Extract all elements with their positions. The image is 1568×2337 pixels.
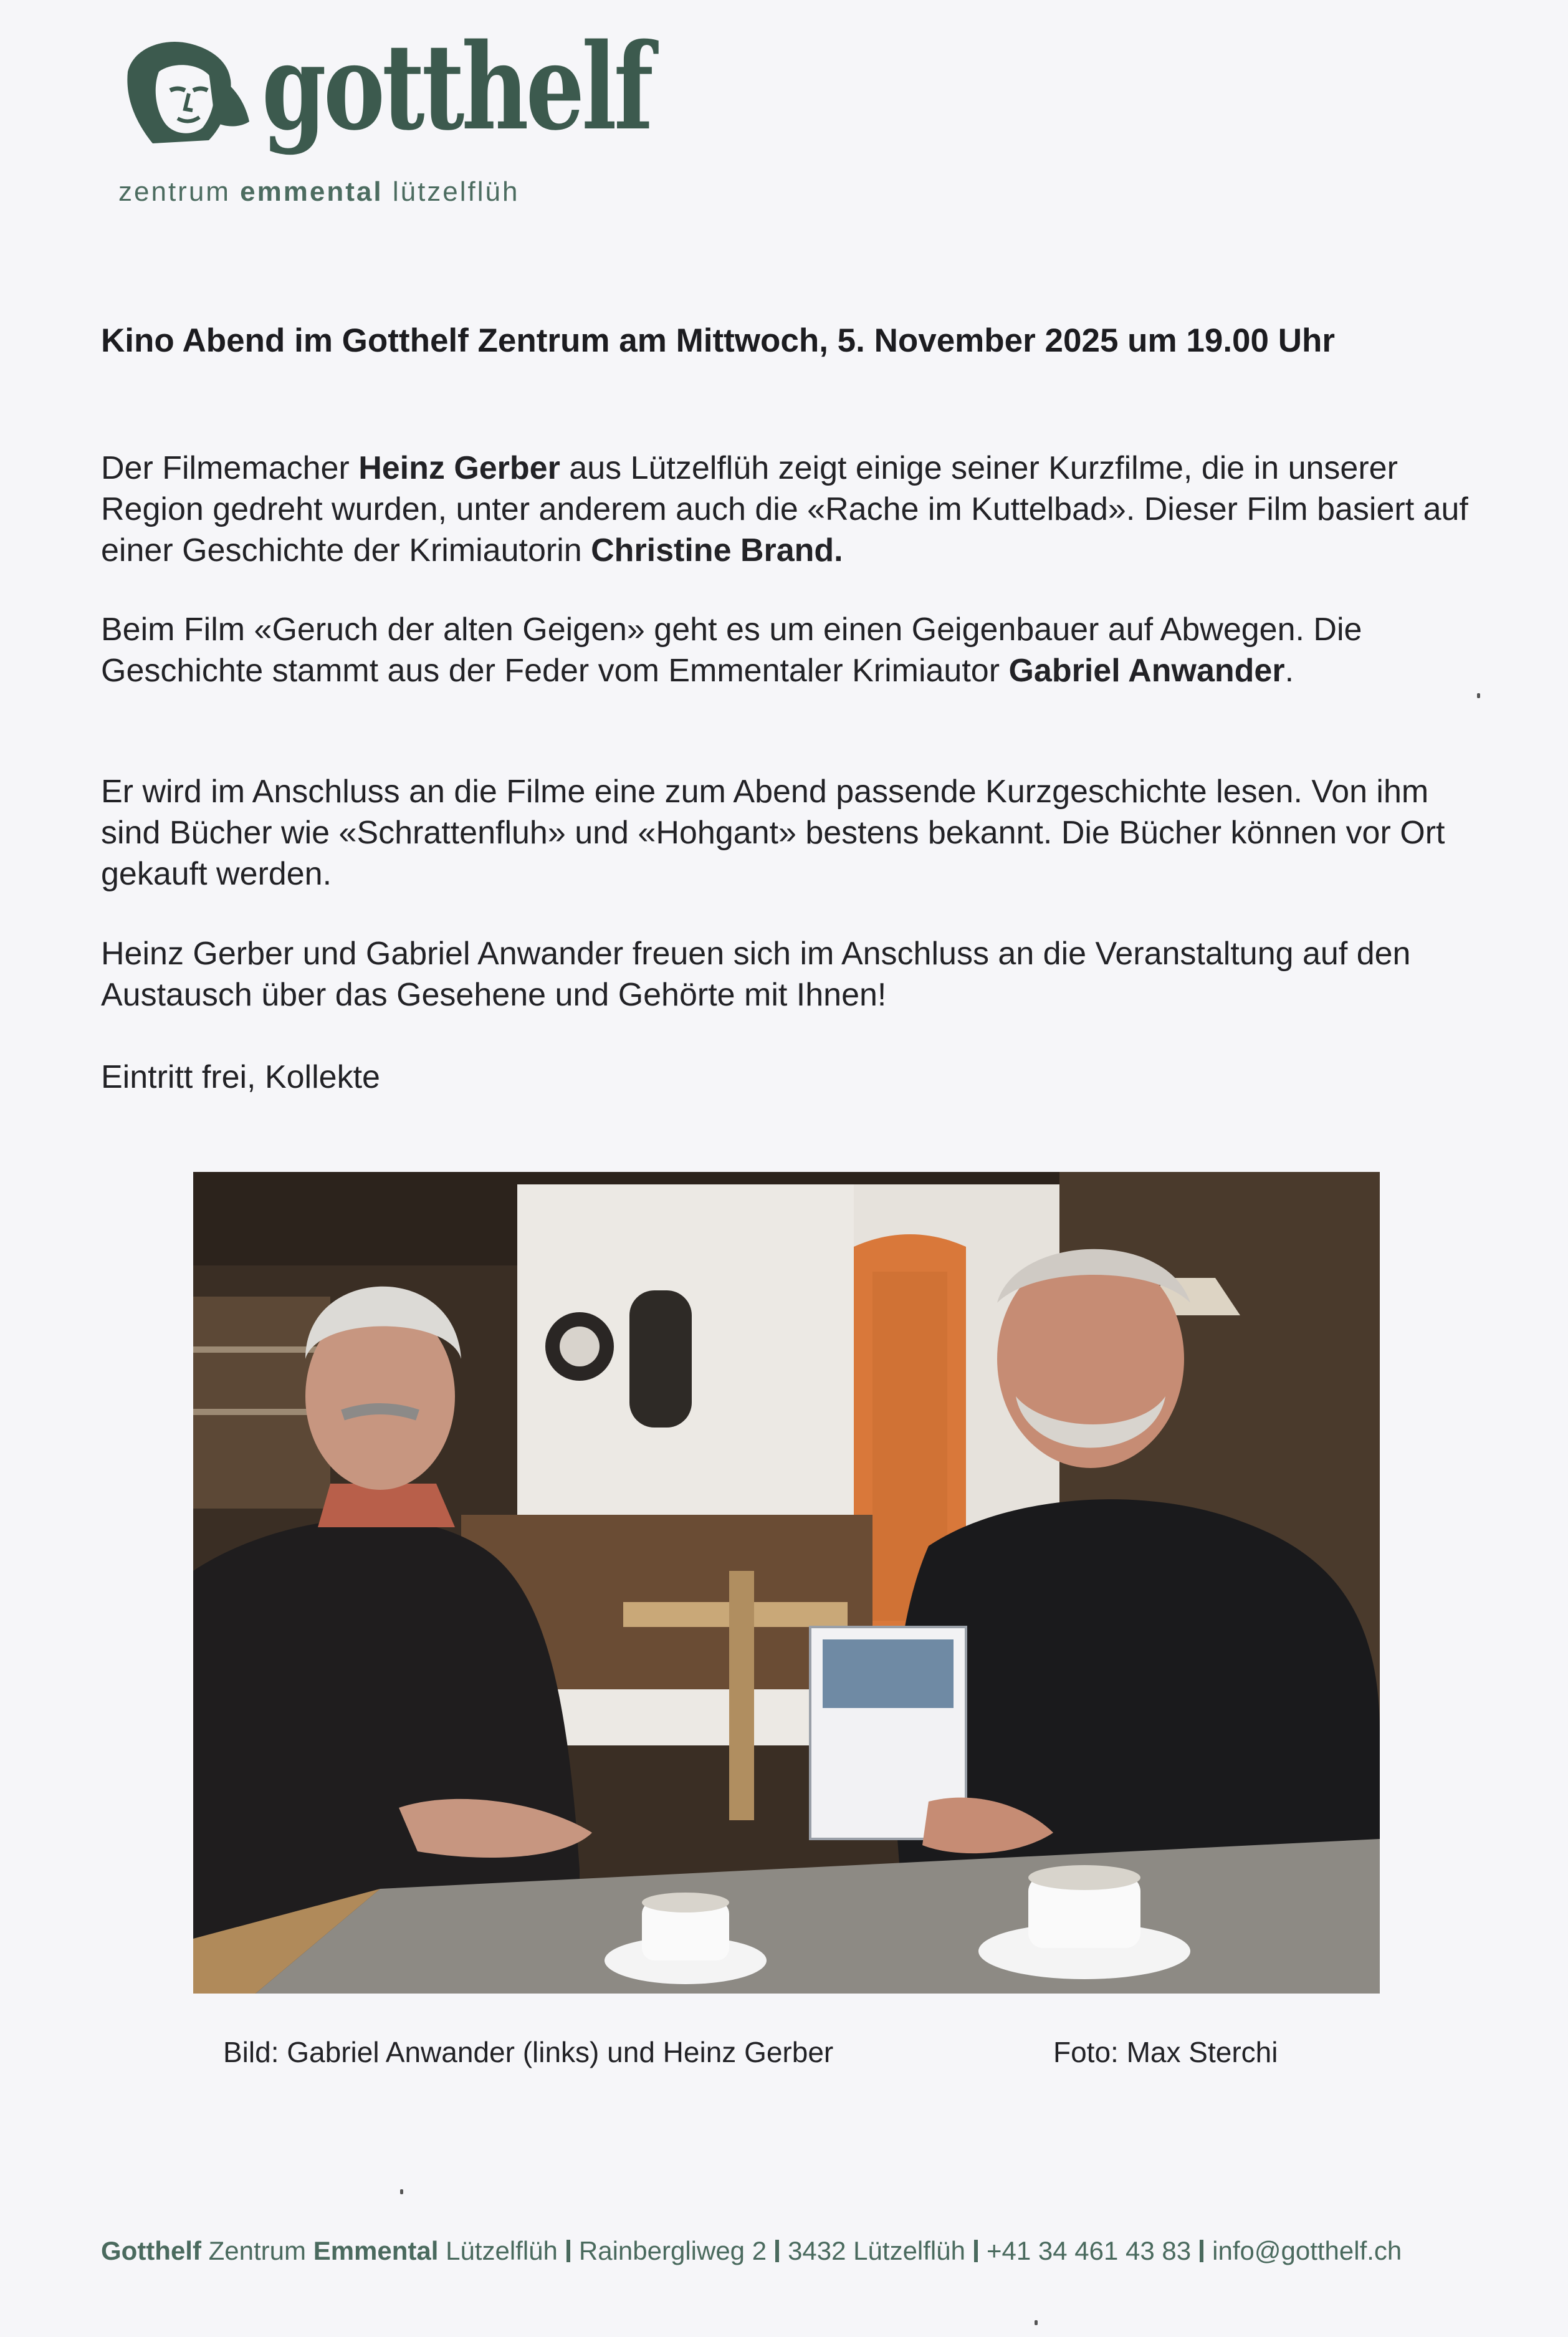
paragraph-admission: Eintritt frei, Kollekte [101, 1059, 380, 1095]
paragraph-reading: Er wird im Anschluss an die Filme eine zum Abend passende Kurzgeschichte lesen. Von ihm sind Bücher wie «Schrattenfluh» und «Hohgant» bestens bekannt. Die Bücher können vor Ort gekauft werden. [101, 774, 1445, 892]
logo-wordmark: gotthelf [262, 17, 651, 156]
gotthelf-portrait-icon [115, 34, 271, 146]
footer-separator [566, 2240, 570, 2262]
footer-city: 3432 Lützelflüh [788, 2236, 965, 2265]
paragraph-film: Beim Film «Geruch der alten Geigen» geht es um einen Geigenbauer auf Abwegen. Die Geschichte stammt aus der Feder vom Emmentaler Krimiautor Gabriel Anwander. [101, 612, 1362, 689]
gotthelf-logo [115, 17, 651, 207]
event-headline: Kino Abend im Gotthelf Zentrum am Mittwoch, 5. November 2025 um 19.00 Uhr [101, 322, 1335, 359]
paragraph-filmmaker: Der Filmemacher Heinz Gerber aus Lützelflüh zeigt einige seiner Kurzfilme, die in unserer Region gedreht wurden, unter anderem auch die «Rache im Kuttelbad». Dieser Film basiert auf einer Geschichte der Krimiautorin Christine Brand. [101, 450, 1468, 569]
scan-speck [400, 2189, 403, 2194]
footer-separator [775, 2240, 779, 2262]
scan-speck [1477, 693, 1480, 698]
footer-contact: Gotthelf Zentrum Emmental Lützelflüh Rainbergliweg 2 3432 Lützelflüh +41 34 461 43 83 info@gotthelf.ch [101, 2236, 1402, 2265]
scan-speck [1035, 2320, 1038, 2325]
photo-caption: Bild: Gabriel Anwander (links) und Heinz Gerber [223, 2036, 834, 2068]
photo-credit: Foto: Max Sterchi [1053, 2036, 1278, 2068]
footer-phone: +41 34 461 43 83 [986, 2236, 1192, 2265]
footer-email[interactable]: info@gotthelf.ch [1212, 2236, 1402, 2265]
paragraph-exchange: Heinz Gerber und Gabriel Anwander freuen sich im Anschluss an die Veranstaltung auf den Austausch über das Gesehene und Gehörte mit Ihnen! [101, 936, 1411, 1013]
event-photo [193, 1172, 1380, 1994]
footer-street: Rainbergliweg 2 [578, 2236, 767, 2265]
footer-separator [1200, 2240, 1203, 2262]
logo-subtitle: zentrum emmental lützelflüh [118, 176, 520, 207]
footer-separator [974, 2240, 978, 2262]
